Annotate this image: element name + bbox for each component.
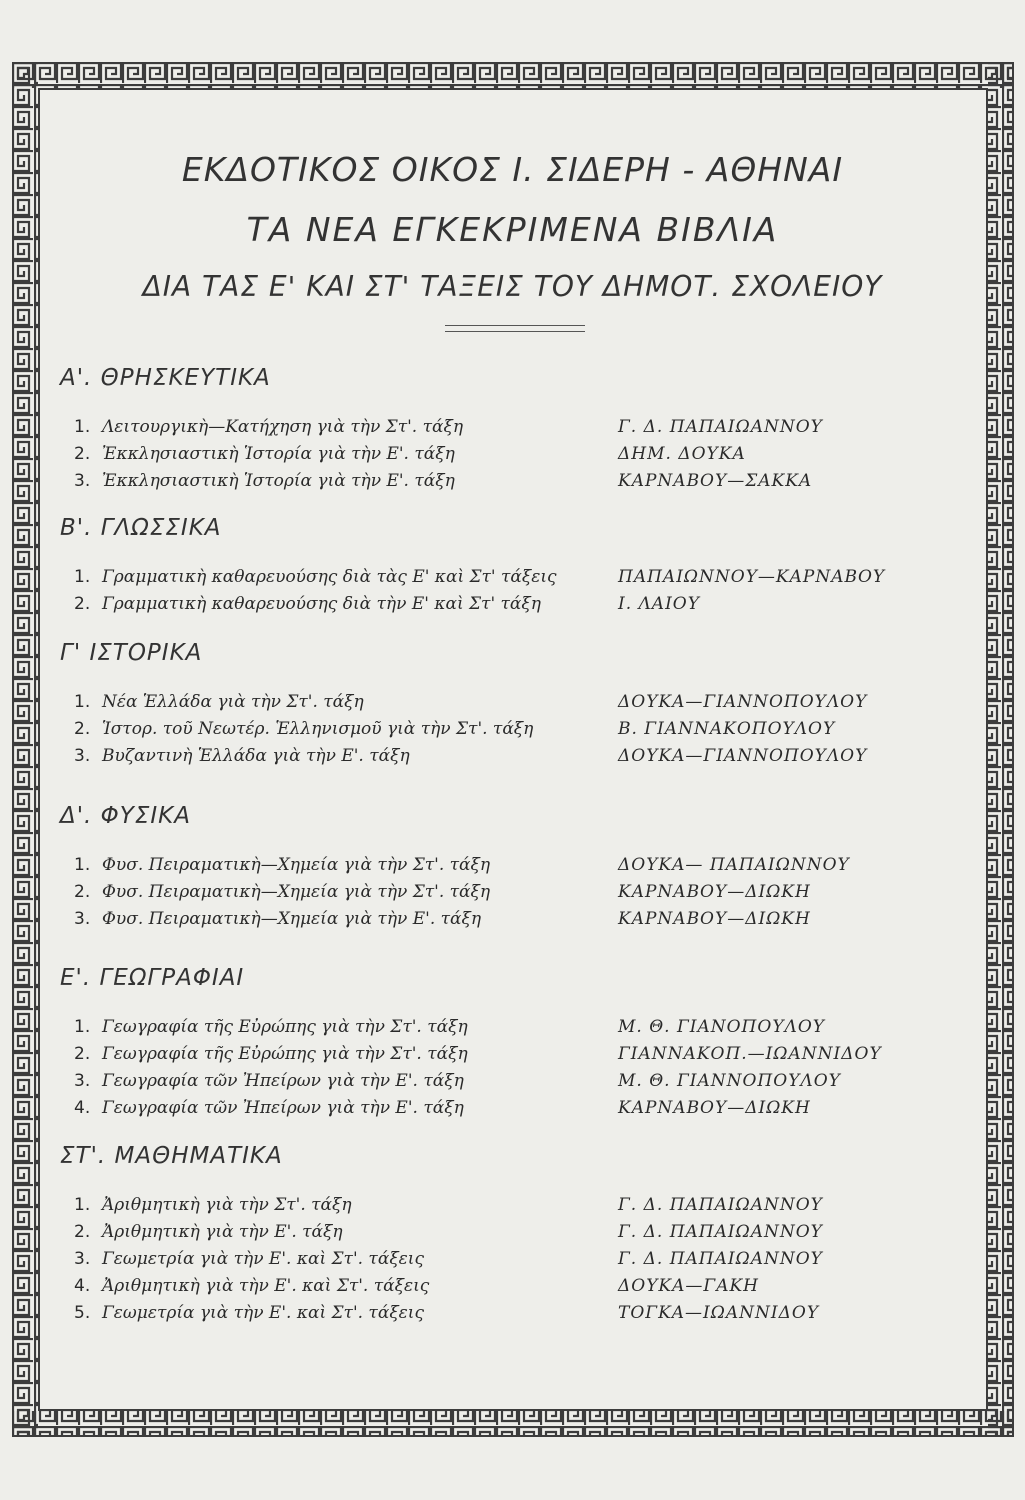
section-mathematics bbox=[60, 1143, 965, 1330]
section-language bbox=[60, 515, 965, 621]
list-item bbox=[60, 692, 965, 719]
catalog-title: ΤΑ ΝΕΑ ΕΓΚΕΚΡΙΜΕΝΑ ΒΙΒΛΙΑ bbox=[246, 210, 779, 249]
item-number: 3. bbox=[74, 471, 91, 491]
book-title: Γραμματικὴ καθαρευούσης διὰ τὴν Ε' καὶ Στ' τάξη bbox=[102, 594, 541, 614]
book-title: Γεωγραφία τῶν Ἠπείρων γιὰ τὴν Ε'. τάξη bbox=[102, 1071, 464, 1091]
book-title: Ἀριθμητικὴ γιὰ τὴν Στ'. τάξη bbox=[102, 1195, 352, 1215]
book-title: Γεωγραφία τῆς Εὐρώπης γιὰ τὴν Στ'. τάξη bbox=[102, 1044, 468, 1064]
item-number: 3. bbox=[74, 1249, 91, 1269]
item-number: 1. bbox=[74, 1195, 91, 1215]
list-item bbox=[60, 1098, 965, 1125]
item-number: 3. bbox=[74, 746, 91, 766]
book-title: Γεωγραφία τῶν Ἠπείρων γιὰ τὴν Ε'. τάξη bbox=[102, 1098, 464, 1118]
item-number: 2. bbox=[74, 719, 91, 739]
book-author: Β. ΓΙΑΝΝΑΚΟΠΟΥΛΟΥ bbox=[618, 719, 836, 739]
book-author: ΔΟΥΚΑ— ΠΑΠΑΙΩΝΝΟΥ bbox=[618, 855, 850, 875]
book-title: Ἱστορ. τοῦ Νεωτέρ. Ἑλληνισμοῦ γιὰ τὴν Στ'. τάξη bbox=[102, 719, 534, 739]
list-item bbox=[60, 855, 965, 882]
book-title: Γεωμετρία γιὰ τὴν Ε'. καὶ Στ'. τάξεις bbox=[102, 1303, 424, 1323]
list-item bbox=[60, 1249, 965, 1276]
item-number: 1. bbox=[74, 855, 91, 875]
book-author: ΚΑΡΝΑΒΟΥ—ΔΙΩΚΗ bbox=[618, 909, 811, 929]
book-title: Γεωγραφία τῆς Εὐρώπης γιὰ τὴν Στ'. τάξη bbox=[102, 1017, 468, 1037]
item-number: 3. bbox=[74, 909, 91, 929]
publisher-title: ΕΚΔΟΤΙΚΟΣ ΟΙΚΟΣ Ι. ΣΙΔΕΡΗ - ΑΘΗΝΑΙ bbox=[181, 150, 844, 189]
section-physics bbox=[60, 803, 965, 936]
list-item bbox=[60, 594, 965, 621]
list-item bbox=[60, 1303, 965, 1330]
item-number: 2. bbox=[74, 882, 91, 902]
list-item bbox=[60, 1017, 965, 1044]
list-item bbox=[60, 1276, 965, 1303]
book-author: ΠΑΠΑΙΩΝΝΟΥ—ΚΑΡΝΑΒΟΥ bbox=[618, 567, 886, 587]
book-author: Ι. ΛΑΙΟΥ bbox=[618, 594, 700, 614]
book-title: Φυσ. Πειραματικὴ—Χημεία γιὰ τὴν Ε'. τάξη bbox=[102, 909, 482, 929]
book-title: Φυσ. Πειραματικὴ—Χημεία γιὰ τὴν Στ'. τάξη bbox=[102, 855, 491, 875]
section-title: Ε'. ΓΕΩΓΡΑΦΙΑΙ bbox=[60, 965, 245, 991]
item-number: 2. bbox=[74, 1222, 91, 1242]
list-item bbox=[60, 471, 965, 498]
item-number: 1. bbox=[74, 692, 91, 712]
book-author: Γ. Δ. ΠΑΠΑΙΩΑΝΝΟΥ bbox=[618, 1222, 823, 1242]
book-title: Βυζαντινὴ Ἑλλάδα γιὰ τὴν Ε'. τάξη bbox=[102, 746, 410, 766]
book-author: Γ. Δ. ΠΑΠΑΙΩΑΝΝΟΥ bbox=[618, 1249, 823, 1269]
list-item bbox=[60, 1195, 965, 1222]
section-religion bbox=[60, 365, 965, 498]
book-title: Ἀριθμητικὴ γιὰ τὴν Ε'. καὶ Στ'. τάξεις bbox=[102, 1276, 430, 1296]
section-title: Β'. ΓΛΩΣΣΙΚΑ bbox=[60, 515, 222, 541]
book-author: ΚΑΡΝΑΒΟΥ—ΣΑΚΚΑ bbox=[618, 471, 813, 491]
item-number: 1. bbox=[74, 567, 91, 587]
list-item bbox=[60, 1222, 965, 1249]
book-author: ΔΟΥΚΑ—ΓΙΑΝΝΟΠΟΥΛΟΥ bbox=[618, 692, 868, 712]
section-geography bbox=[60, 965, 965, 1125]
content-area bbox=[60, 110, 965, 1380]
book-title: Ἐκκλησιαστικὴ Ἱστορία γιὰ τὴν Ε'. τάξη bbox=[102, 444, 455, 464]
item-number: 5. bbox=[74, 1303, 91, 1323]
item-number: 2. bbox=[74, 1044, 91, 1064]
book-author: ΓΙΑΝΝΑΚΟΠ.—ΙΩΑΝΝΙΔΟΥ bbox=[618, 1044, 882, 1064]
catalog-subtitle: ΔΙΑ ΤΑΣ Ε' ΚΑΙ ΣΤ' ΤΑΞΕΙΣ ΤΟΥ ΔΗΜΟΤ. ΣΧΟΛΕΙΟΥ bbox=[142, 270, 883, 303]
list-item bbox=[60, 909, 965, 936]
book-title: Ἐκκλησιαστικὴ Ἱστορία γιὰ τὴν Ε'. τάξη bbox=[102, 471, 455, 491]
book-author: ΚΑΡΝΑΒΟΥ—ΔΙΩΚΗ bbox=[618, 882, 811, 902]
book-author: Μ. Θ. ΓΙΑΝΟΠΟΥΛΟΥ bbox=[618, 1017, 825, 1037]
book-author: ΔΟΥΚΑ—ΓΙΑΝΝΟΠΟΥΛΟΥ bbox=[618, 746, 868, 766]
list-item bbox=[60, 1071, 965, 1098]
divider bbox=[445, 325, 585, 332]
list-item bbox=[60, 719, 965, 746]
item-number: 2. bbox=[74, 594, 91, 614]
list-item bbox=[60, 567, 965, 594]
book-title: Γραμματικὴ καθαρευούσης διὰ τὰς Ε' καὶ Στ' τάξεις bbox=[102, 567, 557, 587]
book-title: Νέα Ἑλλάδα γιὰ τὴν Στ'. τάξη bbox=[102, 692, 364, 712]
book-author: ΔΗΜ. ΔΟΥΚΑ bbox=[618, 444, 746, 464]
item-number: 3. bbox=[74, 1071, 91, 1091]
section-title: ΣΤ'. ΜΑΘΗΜΑΤΙΚΑ bbox=[60, 1143, 283, 1169]
item-number: 4. bbox=[74, 1098, 91, 1118]
book-author: ΔΟΥΚΑ—ΓΑΚΗ bbox=[618, 1276, 760, 1296]
book-title: Ἀριθμητικὴ γιὰ τὴν Ε'. τάξη bbox=[102, 1222, 343, 1242]
book-author: Μ. Θ. ΓΙΑΝΝΟΠΟΥΛΟΥ bbox=[618, 1071, 841, 1091]
section-title: Α'. ΘΡΗΣΚΕΥΤΙΚΑ bbox=[60, 365, 271, 391]
book-title: Λειτουργικὴ—Κατήχηση γιὰ τὴν Στ'. τάξη bbox=[102, 417, 464, 437]
book-author: ΚΑΡΝΑΒΟΥ—ΔΙΩΚΗ bbox=[618, 1098, 811, 1118]
book-author: Γ. Δ. ΠΑΠΑΙΩΑΝΝΟΥ bbox=[618, 1195, 823, 1215]
book-title: Φυσ. Πειραματικὴ—Χημεία γιὰ τὴν Στ'. τάξη bbox=[102, 882, 491, 902]
list-item bbox=[60, 444, 965, 471]
book-author: ΤΟΓΚΑ—ΙΩΑΝΝΙΔΟΥ bbox=[618, 1303, 820, 1323]
list-item bbox=[60, 882, 965, 909]
item-number: 1. bbox=[74, 1017, 91, 1037]
list-item bbox=[60, 1044, 965, 1071]
item-number: 2. bbox=[74, 444, 91, 464]
book-title: Γεωμετρία γιὰ τὴν Ε'. καὶ Στ'. τάξεις bbox=[102, 1249, 424, 1269]
section-title: Δ'. ΦΥΣΙΚΑ bbox=[60, 803, 191, 829]
section-history bbox=[60, 640, 965, 773]
item-number: 1. bbox=[74, 417, 91, 437]
book-author: Γ. Δ. ΠΑΠΑΙΩΑΝΝΟΥ bbox=[618, 417, 823, 437]
section-title: Γ' ΙΣΤΟΡΙΚΑ bbox=[60, 640, 203, 666]
list-item bbox=[60, 417, 965, 444]
list-item bbox=[60, 746, 965, 773]
item-number: 4. bbox=[74, 1276, 91, 1296]
